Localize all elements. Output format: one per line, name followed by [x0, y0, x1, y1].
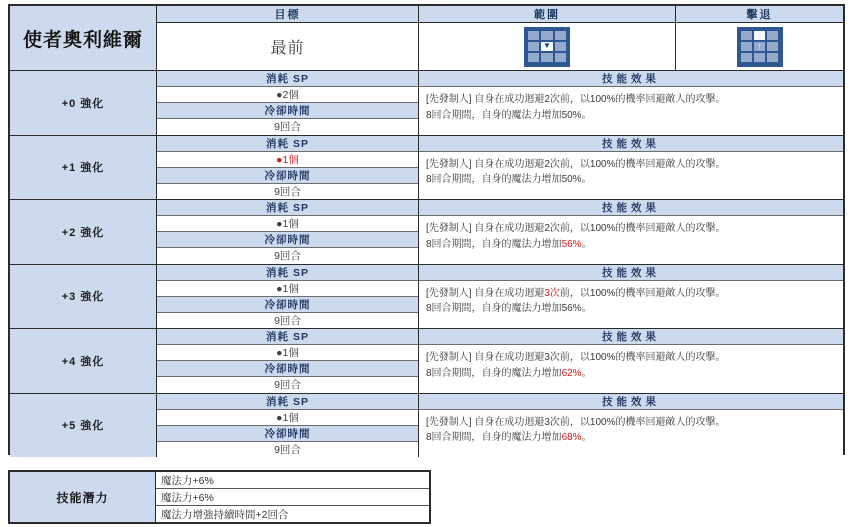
effect-header: 技能效果 [419, 71, 843, 87]
enhancement-block-2 [10, 199, 843, 264]
effect-text-part: 。 [581, 367, 592, 379]
effect-text-part: 2次前，以100%的機率回避敵人的攻擊。 [544, 94, 726, 105]
cooldown-header: 冷卻時間 [157, 168, 418, 184]
sp-header: 消耗 SP [157, 394, 418, 410]
effect-line-1 [426, 157, 836, 173]
range-target-cell [541, 42, 552, 51]
effect-text-part: 。 [581, 238, 592, 250]
effect-line-1 [426, 221, 836, 237]
potential-row: 魔法力+6% [156, 489, 429, 506]
effect-text-part: 2次前，以100%的機率回避敵人的攻擊。 [544, 158, 726, 170]
cost-column [157, 394, 419, 458]
effect-text-part: 8回合期間，自身的魔法力增加 [426, 367, 562, 379]
effect-line-1 [426, 350, 836, 366]
effect-text [419, 281, 843, 329]
cooldown-header: 冷卻時間 [157, 297, 418, 313]
effect-line-2 [426, 430, 836, 446]
potential-rows [156, 472, 429, 522]
sp-value: ●1個 [157, 345, 418, 361]
cooldown-value: 9回合 [157, 184, 418, 199]
knockback-origin-cell [754, 42, 765, 51]
grid-cell [528, 53, 539, 62]
effect-text-part: 8回合期間，自身的魔法力增加 [426, 238, 562, 250]
effect-header: 技能效果 [419, 200, 843, 216]
knockback-dest-cell [754, 31, 765, 40]
grid-cell [767, 42, 778, 51]
cooldown-value: 9回合 [157, 377, 418, 392]
effect-text-part: 50%。 [561, 109, 592, 121]
effect-line-1 [426, 92, 836, 108]
effect-text-red: 62% [561, 367, 582, 379]
grid-cell [541, 53, 552, 62]
effect-text [419, 87, 843, 135]
grid-cell [541, 31, 552, 40]
grid-cell [754, 53, 765, 62]
knockback-column [676, 6, 843, 70]
effect-text-red: 3次 [544, 287, 560, 299]
potential-label: 技能潛力 [10, 472, 156, 522]
target-column [157, 6, 419, 70]
level-label: +3 強化 [10, 265, 157, 329]
effect-text-red: 68% [561, 432, 582, 443]
target-value: 最前 [270, 40, 305, 57]
effect-text-part: [先發制人] 自身在成功迴避 [426, 352, 545, 363]
effect-text [419, 152, 843, 200]
level-label: +5 強化 [10, 394, 157, 458]
effect-text-part: 3次前，以100%的機率回避敵人的攻擊。 [544, 416, 726, 428]
sp-value: ●1個 [157, 216, 418, 232]
cooldown-value: 9回合 [157, 119, 418, 134]
effect-text-part: 前，以100%的機率回避敵人的攻擊。 [559, 287, 726, 299]
table-header [10, 6, 843, 70]
effect-text-part: 8回合期間，自身的魔法力增加 [426, 303, 562, 314]
sp-header: 消耗 SP [157, 329, 418, 345]
effect-text [419, 345, 843, 393]
character-name: 使者奧利維爾 [10, 6, 157, 70]
effect-text-part: [先發制人] 自身在成功迴避 [426, 158, 545, 170]
sp-header: 消耗 SP [157, 136, 418, 152]
effect-text [419, 410, 843, 458]
range-icon-cell [419, 23, 675, 70]
effect-text-part: 8回合期間，自身的魔法力增加 [426, 174, 562, 185]
effect-line-1 [426, 286, 836, 302]
effect-header: 技能效果 [419, 394, 843, 410]
grid-cell [767, 31, 778, 40]
grid-cell [741, 53, 752, 62]
knockback-header: 擊退 [676, 6, 843, 23]
cost-column [157, 265, 419, 329]
level-label: +0 強化 [10, 71, 157, 135]
cooldown-header: 冷卻時間 [157, 426, 418, 442]
cooldown-header: 冷卻時間 [157, 103, 418, 119]
grid-cell [555, 31, 566, 40]
effect-text-part: 3次前，以100%的機率回避敵人的攻擊。 [544, 352, 726, 363]
cooldown-value: 9回合 [157, 442, 418, 457]
effect-header: 技能效果 [419, 265, 843, 281]
grid-cell [741, 31, 752, 40]
potential-row: 魔法力增強持續時間+2回合 [161, 508, 289, 521]
knockback-icon-cell [676, 23, 843, 70]
target-value-cell [157, 23, 418, 70]
grid-cell [528, 42, 539, 51]
effect-text-part: 8回合期間，自身的魔法力增加 [426, 109, 562, 121]
potential-table [8, 470, 431, 524]
enhancement-block-3 [10, 264, 843, 329]
target-header: 目標 [157, 6, 418, 23]
effect-header: 技能效果 [419, 329, 843, 345]
sp-value: ●2個 [157, 87, 418, 103]
range-grid-icon [524, 27, 570, 67]
effect-column [419, 394, 843, 458]
enhancement-block-1 [10, 135, 843, 200]
effect-line-2 [426, 366, 836, 382]
effect-line-1 [426, 415, 836, 431]
cooldown-value: 9回合 [157, 248, 418, 263]
range-column [419, 6, 676, 70]
cooldown-header: 冷卻時間 [157, 232, 418, 248]
cooldown-value: 9回合 [157, 313, 418, 328]
effect-text-part: 2次前，以100%的機率回避敵人的攻擊。 [544, 223, 726, 234]
range-header: 範圍 [419, 6, 675, 23]
effect-header: 技能效果 [419, 136, 843, 152]
grid-cell [741, 42, 752, 51]
cooldown-header: 冷卻時間 [157, 361, 418, 377]
sp-value: ●1個 [157, 152, 418, 168]
cost-column [157, 136, 419, 200]
skill-table [8, 4, 845, 455]
chevron-down-icon: ▼ [543, 41, 551, 51]
sp-header: 消耗 SP [157, 265, 418, 281]
effect-text-red: 56% [561, 238, 582, 250]
effect-text-part: [先發制人] 自身在成功迴避 [426, 223, 545, 234]
cost-column [157, 200, 419, 264]
effect-column [419, 136, 843, 200]
enhancement-block-0 [10, 70, 843, 135]
cost-column [157, 329, 419, 393]
arrow-up-icon: ↑ [757, 40, 762, 51]
effect-line-2 [426, 108, 836, 124]
cost-column [157, 71, 419, 135]
potential-row: 魔法力+6% [156, 472, 429, 489]
effect-text-part: [先發制人] 自身在成功迴避 [426, 94, 545, 105]
level-label: +2 強化 [10, 200, 157, 264]
effect-text-part: 。 [581, 432, 592, 443]
effect-text-part: [先發制人] 自身在成功迴避 [426, 287, 545, 299]
grid-cell [555, 53, 566, 62]
effect-column [419, 71, 843, 135]
level-label: +1 強化 [10, 136, 157, 200]
grid-cell [555, 42, 566, 51]
effect-line-2 [426, 172, 836, 188]
effect-text-part: 56%。 [561, 303, 592, 314]
effect-text-part: 8回合期間，自身的魔法力增加 [426, 432, 562, 443]
grid-cell [767, 53, 778, 62]
level-label: +4 強化 [10, 329, 157, 393]
enhancement-block-5 [10, 393, 843, 458]
effect-line-2 [426, 301, 836, 317]
effect-text [419, 216, 843, 264]
effect-line-2 [426, 237, 836, 253]
sp-header: 消耗 SP [157, 200, 418, 216]
sp-value: ●1個 [157, 410, 418, 426]
enhancement-block-4 [10, 328, 843, 393]
effect-text-part: [先發制人] 自身在成功迴避 [426, 416, 545, 428]
effect-column [419, 329, 843, 393]
knockback-grid-icon [737, 27, 783, 67]
effect-text-part: 50%。 [561, 174, 592, 185]
effect-column [419, 200, 843, 264]
effect-column [419, 265, 843, 329]
sp-value: ●1個 [157, 281, 418, 297]
grid-cell [528, 31, 539, 40]
sp-header: 消耗 SP [157, 71, 418, 87]
